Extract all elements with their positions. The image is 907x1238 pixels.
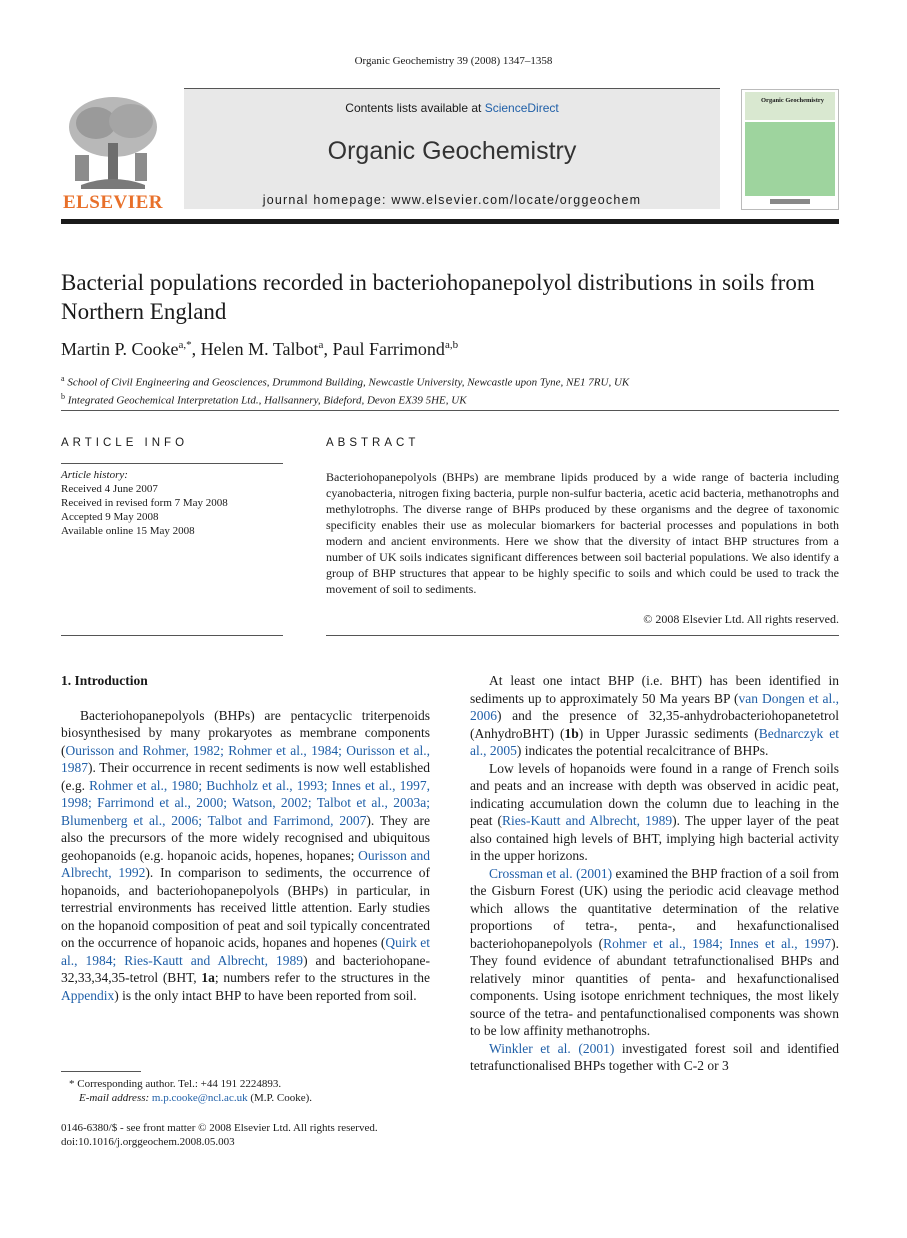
cover-footer	[770, 199, 810, 204]
contents-prefix: Contents lists available at	[345, 101, 485, 115]
affiliation-sup: b	[61, 391, 65, 401]
divider	[61, 410, 839, 411]
body-column-left	[61, 672, 430, 1004]
corresponding-author: * Corresponding author. Tel.: +44 191 2224893.	[69, 1078, 282, 1090]
reference-link[interactable]: Bednarczyk et al., 2005	[470, 725, 840, 758]
affiliation	[61, 372, 629, 390]
text-run: Bacteriohopanepolyols (BHPs) are pentacyclic triterpenoids biosynthesised by many prokaryotes as membrane components (	[61, 707, 430, 758]
divider	[326, 635, 839, 636]
journal-header	[184, 88, 720, 209]
text-run: ; numbers refer to the structures in the	[214, 970, 430, 985]
footnote	[61, 1077, 430, 1105]
reference-link[interactable]: Ourisson and Rohmer, 1982; Rohmer et al., 1984; Ourisson et al., 1987	[61, 742, 430, 775]
reference-link[interactable]: Quirk et al., 1984; Ries-Kautt and Albrecht, 1989	[61, 935, 430, 968]
text-run: ). They found evidence of abundant tetrafunctionalised BHPs and relatively minor quantities of penta- and hexafunctionalised components. Using isotope enrichment techniques, the most likely source of the tetra- and pentafunctionalised components was shown to be low affinity methanotrophs.	[470, 935, 839, 1038]
text-run: Low levels of hopanoids were found in a range of French soils and peats and an increase with depth was observed in acidic peat, indicating accumulation down the column due to leaching in the peat (	[470, 760, 839, 828]
text-run: At least one intact BHP (i.e. BHT) has been identified in sediments up to approximately 50 Ma years BP (	[470, 673, 839, 706]
journal-cover-thumbnail	[741, 89, 839, 210]
email-link[interactable]: m.p.cooke@ncl.ac.uk	[151, 1092, 248, 1104]
text-run: ) in Upper Jurassic sediments (	[578, 725, 759, 741]
email-label: E-mail address:	[79, 1092, 150, 1104]
affiliation	[61, 390, 629, 408]
reference-link[interactable]: Ourisson and Albrecht, 1992	[61, 847, 430, 880]
article-history	[61, 468, 228, 538]
reference-link[interactable]: Crossman et al. (2001)	[489, 865, 613, 881]
text-run: ). The upper layer of the peat also contained high levels of BHT, implying high bacterial activity in the upper horizons.	[470, 813, 839, 863]
reference-link[interactable]: Appendix	[61, 987, 115, 1003]
body-column-right	[470, 672, 839, 1075]
cover-image	[745, 122, 835, 196]
article-title: Bacterial populations recorded in bacteriohopanepolyol distributions in soils from Northern England	[61, 270, 815, 324]
contents-line	[184, 101, 720, 115]
paragraph	[470, 1040, 839, 1075]
author-sup: a,b	[444, 339, 459, 351]
journal-homepage[interactable]: journal homepage: www.elsevier.com/locate/orggeochem	[262, 193, 642, 207]
text-run: ) and bacteriohopane-32,33,34,35-tetrol (BHT,	[61, 952, 430, 985]
abstract-text: Bacteriohopanepolyols (BHPs) are membrane lipids produced by a wide range of bacteria including cyanobacteria, nitrogen fixing bacteria, purple non-sulfur bacteria, acetic acid bacteria, methanotrophs and methylotrophs. The diverse range of BHPs produced by these organisms and the degree of taxonomic specificity enables their use as molecular biomarkers for bacterial processes and populations in both modern and ancient environments. Here we show that the diversity of intact BHP structures from a number of UK soils indicates significant differences between soil bacterial populations. We also identify a group of BHP structures that appear to be highly specific to soils and which could be used to track the movement of soil to sediments.	[326, 470, 839, 596]
text-run: ) is the only intact BHP to have been reported from soil.	[114, 987, 417, 1003]
journal-title: Organic Geochemistry	[327, 137, 577, 165]
email-suffix: (M.P. Cooke).	[250, 1092, 313, 1104]
affiliation-text: School of Civil Engineering and Geosciences, Drummond Building, Newcastle University, Newcastle upon Tyne, NE1 7RU, UK	[67, 376, 630, 389]
author-name: Martin P. Cooke	[61, 339, 179, 359]
text-run: ). They are also the precursors of the more widely recognised and ubiquitous geohopanoids (e.g. hopanoic acids, hopenes, hopanes;	[61, 812, 430, 863]
affiliation-text: Integrated Geochemical Interpretation Ltd., Hallsannery, Bideford, Devon EX39 5HE, UK	[67, 394, 467, 407]
text-run: ). Their occurrence in recent sediments is now well established (e.g.	[61, 760, 430, 793]
reference-link[interactable]: Rohmer et al., 1980; Buchholz et al., 1993; Innes et al., 1997, 1998; Farrimond et al., 2000; Watson, 2002; Talbot et al., 2003a; Blumenberg et al., 2006; Talbot and Farrimond, 2007	[61, 777, 430, 828]
doi-line[interactable]: doi:10.1016/j.orggeochem.2008.05.003	[61, 1136, 235, 1148]
paragraph	[470, 865, 839, 1040]
structure-number: 1b	[564, 725, 579, 741]
history-received: Received 4 June 2007	[61, 483, 158, 495]
abstract-copyright: © 2008 Elsevier Ltd. All rights reserved.	[643, 612, 839, 626]
text-run: investigated forest soil and identified tetrafunctionalised BHPs together with C-2 or 3	[470, 1040, 839, 1073]
affiliations	[61, 372, 629, 407]
journal-citation: Organic Geochemistry 39 (2008) 1347–1358	[354, 55, 553, 67]
article-info-heading: ARTICLE INFO	[61, 437, 189, 449]
history-revised: Received in revised form 7 May 2008	[61, 497, 228, 509]
history-accepted: Accepted 9 May 2008	[61, 511, 159, 523]
text-run: ) indicates the potential recalcitrance of BHPs.	[516, 743, 769, 758]
structure-number: 1a	[201, 970, 215, 985]
reference-link[interactable]: van Dongen et al., 2006	[470, 690, 839, 723]
author-sup: a	[318, 339, 324, 351]
text-run: ). In comparison to sediments, the occurrence of hopanoids, and bacteriohopanepolyols (BHPs) in particular, in terrestrial environments has received little attention. Early studies on the hopanoid composition of peat and soil typically concentrated on the occurrence of hopanoic acids, hopanes and hopenes (	[61, 865, 430, 950]
cover-journal-name: Organic Geochemistry	[761, 97, 824, 104]
reference-link[interactable]: Winkler et al. (2001)	[489, 1040, 615, 1056]
paragraph	[61, 707, 430, 1005]
sciencedirect-link[interactable]: ScienceDirect	[484, 101, 559, 115]
reference-link[interactable]: Rohmer et al., 1984; Innes et al., 1997	[603, 935, 832, 951]
author-sup: a,*	[178, 339, 192, 351]
author-list: Martin P. Cooke$^{a,*}$, Helen M. Talbot$^a$, Paul Farrimond$^{a,b}$	[61, 339, 459, 359]
text-run: ) and the presence of 32,35-anhydrobacteriohopanetetrol (AnhydroBHT) (	[470, 708, 839, 741]
text-run: examined the BHP fraction of a soil from the Gisburn Forest (UK) using the periodic acid cleavage method which allows the quantitative determination of the relative proportions of tetra-, penta-, and hexafunctionalised bacteriohopanepolyols (	[470, 865, 839, 951]
section-heading: 1. Introduction	[61, 673, 148, 688]
issn-line: 0146-6380/$ - see front matter © 2008 Elsevier Ltd. All rights reserved.	[61, 1122, 378, 1134]
history-label: Article history:	[61, 469, 128, 481]
divider	[61, 463, 283, 464]
divider	[61, 635, 283, 636]
footnote-rule	[61, 1071, 141, 1072]
paragraph	[470, 760, 839, 865]
abstract-heading: ABSTRACT	[326, 437, 420, 449]
elsevier-wordmark: ELSEVIER	[62, 192, 164, 213]
email-line	[61, 1091, 430, 1105]
history-online: Available online 15 May 2008	[61, 525, 195, 537]
affiliation-sup: a	[61, 374, 65, 383]
reference-link[interactable]: Ries-Kautt and Albrecht, 1989	[502, 813, 673, 828]
author-name: Helen M. Talbot	[200, 339, 319, 359]
bottom-meta	[61, 1121, 378, 1149]
header-rule	[61, 219, 839, 224]
author-name: Paul Farrimond	[332, 339, 445, 359]
paragraph	[470, 672, 839, 760]
